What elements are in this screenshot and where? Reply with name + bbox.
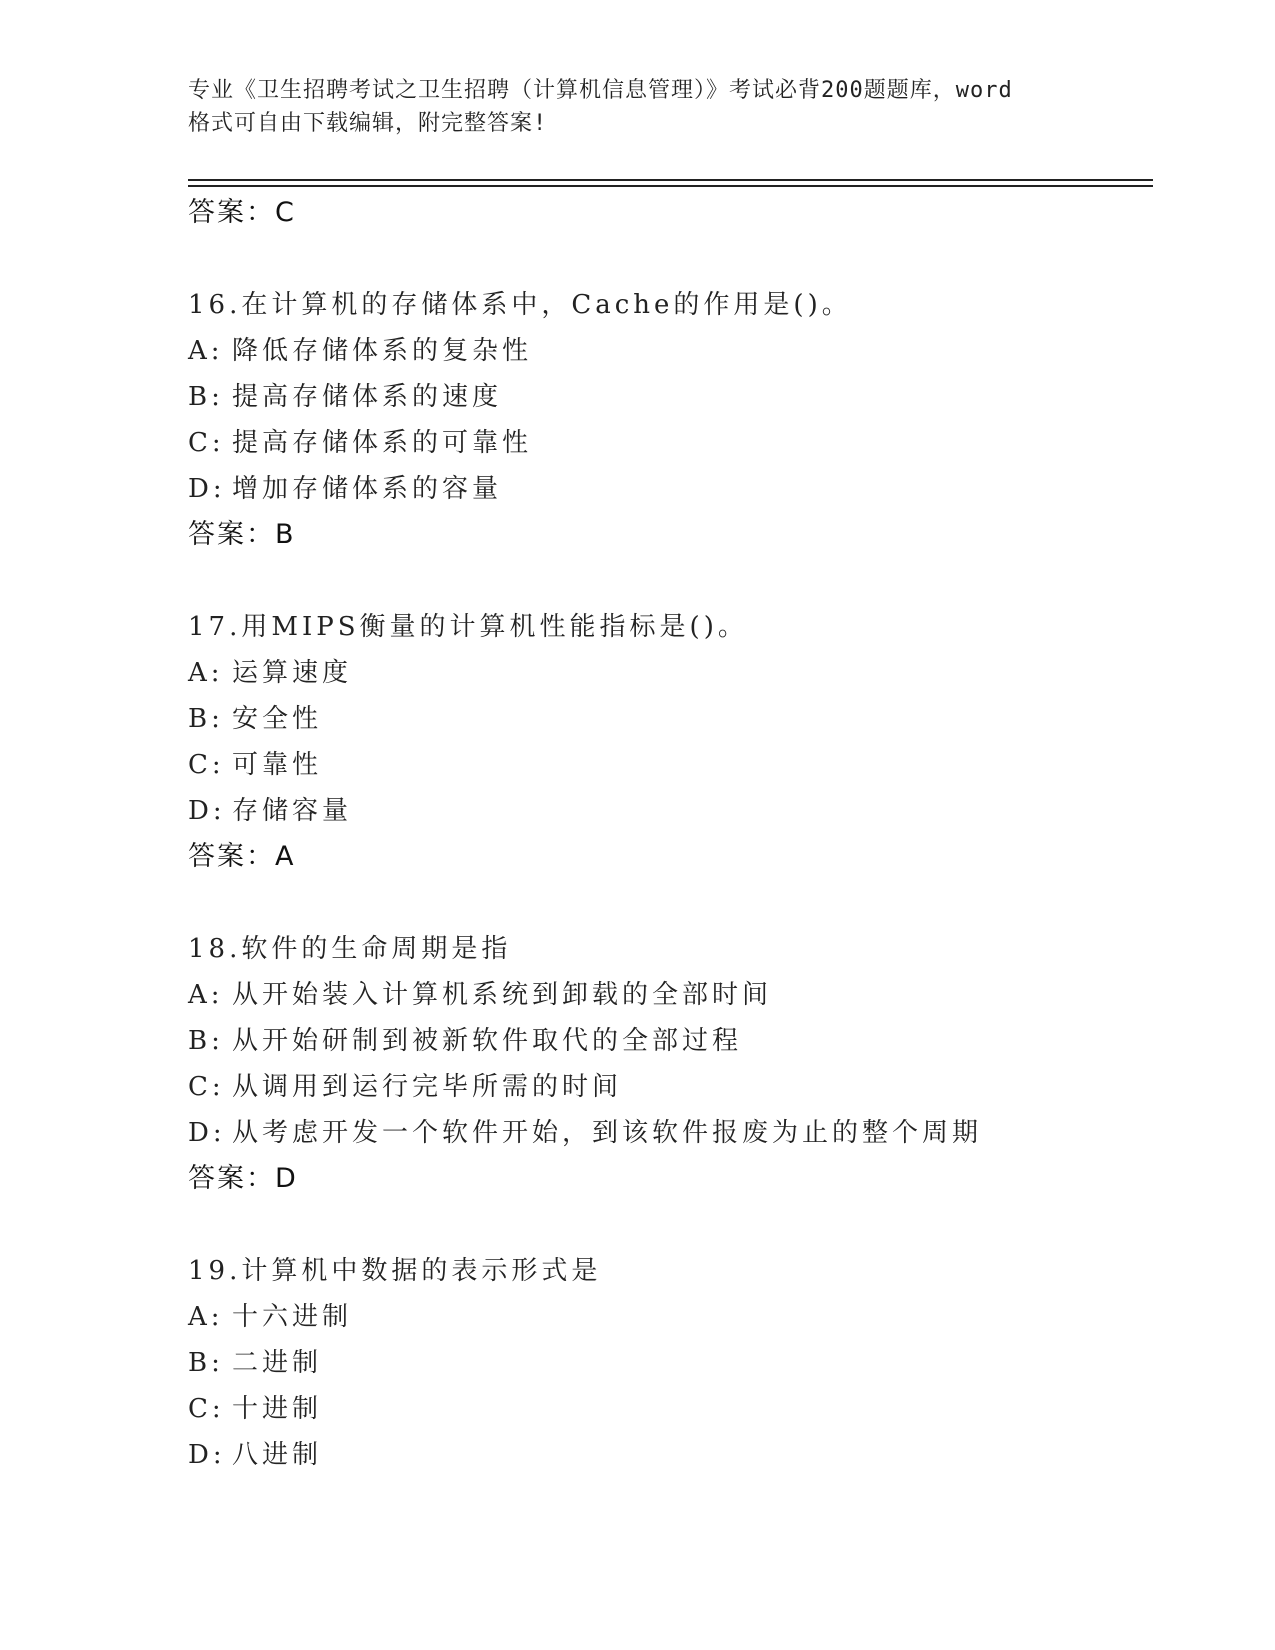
option-text: 从考虑开发一个软件开始，到该软件报废为止的整个周期 bbox=[232, 1118, 983, 1148]
option-key: C: bbox=[188, 750, 225, 780]
header-line-2: 格式可自由下载编辑，附完整答案! bbox=[188, 111, 548, 136]
option-d bbox=[188, 1432, 1148, 1478]
option-text: 运算速度 bbox=[232, 658, 353, 688]
option-text: 安全性 bbox=[232, 704, 323, 734]
question-block bbox=[188, 282, 1148, 558]
question-list bbox=[188, 190, 1148, 1478]
option-key: D: bbox=[188, 1440, 226, 1470]
answer-line: 答案：C bbox=[188, 197, 296, 228]
option-a bbox=[188, 1294, 1148, 1340]
option-c bbox=[188, 420, 1148, 466]
option-c bbox=[188, 742, 1148, 788]
option-a bbox=[188, 328, 1148, 374]
option-text: 降低存储体系的复杂性 bbox=[232, 336, 533, 366]
option-key: C: bbox=[188, 1394, 225, 1424]
option-key: D: bbox=[188, 474, 226, 504]
option-key: D: bbox=[188, 796, 226, 826]
option-a bbox=[188, 650, 1148, 696]
option-text: 十进制 bbox=[232, 1394, 323, 1424]
header-line-1: 专业《卫生招聘考试之卫生招聘（计算机信息管理）》考试必背200题题库，word bbox=[188, 78, 1013, 103]
document-header bbox=[188, 74, 1088, 140]
option-key: A: bbox=[188, 980, 224, 1010]
option-text: 从调用到运行完毕所需的时间 bbox=[232, 1072, 623, 1102]
option-key: B: bbox=[188, 1026, 224, 1056]
question-stem: 17.用MIPS衡量的计算机性能指标是()。 bbox=[188, 612, 748, 642]
spacer bbox=[188, 880, 1148, 926]
option-text: 增加存储体系的容量 bbox=[232, 474, 503, 504]
option-b bbox=[188, 696, 1148, 742]
option-d bbox=[188, 788, 1148, 834]
option-c bbox=[188, 1386, 1148, 1432]
option-d bbox=[188, 1110, 1148, 1156]
answer-line: 答案：B bbox=[188, 519, 296, 550]
option-b bbox=[188, 1340, 1148, 1386]
option-text: 从开始研制到被新软件取代的全部过程 bbox=[232, 1026, 743, 1056]
header-divider-top bbox=[188, 179, 1153, 181]
option-text: 十六进制 bbox=[232, 1302, 353, 1332]
option-key: B: bbox=[188, 382, 224, 412]
answer-line: 答案：D bbox=[188, 1163, 298, 1194]
option-key: C: bbox=[188, 428, 225, 458]
option-key: D: bbox=[188, 1118, 226, 1148]
option-key: B: bbox=[188, 704, 224, 734]
option-key: B: bbox=[188, 1348, 224, 1378]
question-stem: 19.计算机中数据的表示形式是 bbox=[188, 1256, 602, 1286]
question-block bbox=[188, 1248, 1148, 1478]
question-stem: 18.软件的生命周期是指 bbox=[188, 934, 512, 964]
option-key: A: bbox=[188, 658, 224, 688]
header-divider-bottom bbox=[188, 185, 1153, 187]
spacer bbox=[188, 558, 1148, 604]
spacer bbox=[188, 236, 1148, 282]
option-key: C: bbox=[188, 1072, 225, 1102]
option-d bbox=[188, 466, 1148, 512]
option-text: 从开始装入计算机系统到卸载的全部时间 bbox=[232, 980, 773, 1010]
option-text: 存储容量 bbox=[232, 796, 353, 826]
option-key: A: bbox=[188, 336, 224, 366]
option-text: 可靠性 bbox=[232, 750, 323, 780]
question-stem: 16.在计算机的存储体系中，Cache的作用是()。 bbox=[188, 290, 852, 320]
option-text: 提高存储体系的可靠性 bbox=[232, 428, 533, 458]
question-block bbox=[188, 926, 1148, 1202]
spacer bbox=[188, 1202, 1148, 1248]
question-block bbox=[188, 604, 1148, 880]
option-b bbox=[188, 1018, 1148, 1064]
answer-line: 答案：A bbox=[188, 841, 296, 872]
option-a bbox=[188, 972, 1148, 1018]
option-text: 二进制 bbox=[232, 1348, 323, 1378]
option-c bbox=[188, 1064, 1148, 1110]
option-b bbox=[188, 374, 1148, 420]
option-key: A: bbox=[188, 1302, 224, 1332]
option-text: 提高存储体系的速度 bbox=[232, 382, 503, 412]
option-text: 八进制 bbox=[232, 1440, 323, 1470]
